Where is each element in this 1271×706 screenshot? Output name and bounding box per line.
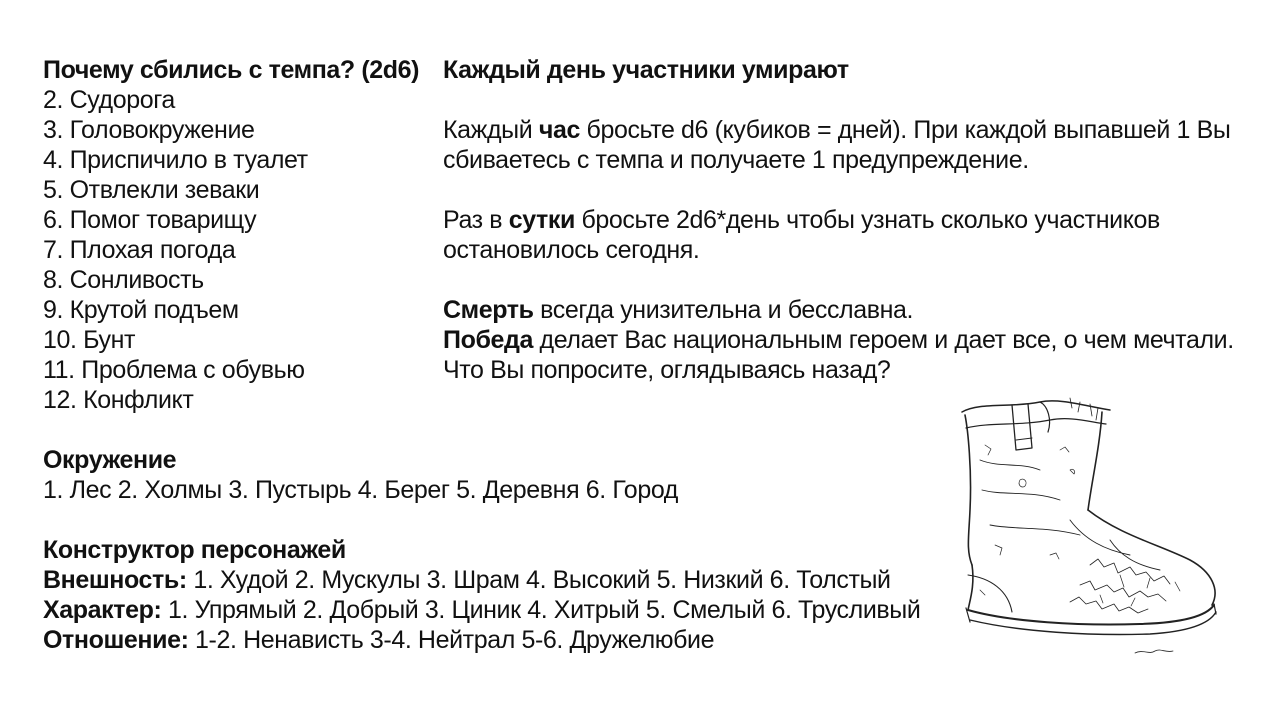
relation-options: 1-2. Ненависть 3-4. Нейтрал 5-6. Дружелюбие: [188, 626, 715, 654]
hourly-rule-text: бросьте d6 (кубиков = дней). При каждой выпавшей 1 Вы: [579, 116, 1231, 144]
tempo-item: 11. Проблема с обувью: [43, 356, 305, 384]
daily-rule: [443, 205, 1243, 235]
tempo-item: 4. Приспичило в туалет: [43, 146, 308, 174]
constructor-title: Конструктор персонажей: [43, 536, 346, 564]
environment-title: Окружение: [43, 446, 177, 474]
tempo-item: 10. Бунт: [43, 326, 136, 354]
death-rule: [443, 295, 1243, 325]
environment-list: 1. Лес 2. Холмы 3. Пустырь 4. Берег 5. Деревня 6. Город: [43, 476, 678, 504]
tempo-title: Почему сбились с темпа? (2d6): [43, 56, 420, 84]
tempo-item: 6. Помог товарищу: [43, 206, 257, 234]
appearance-label: Внешность:: [43, 566, 187, 594]
daily-rule-cont: остановилось сегодня.: [443, 236, 700, 264]
lower-section: [43, 445, 943, 655]
character-row: [43, 595, 943, 625]
victory-label: Победа: [443, 326, 533, 354]
character-options: 1. Упрямый 2. Добрый 3. Циник 4. Хитрый 5. Смелый 6. Трусливый: [161, 596, 921, 624]
tempo-item: 5. Отвлекли зеваки: [43, 176, 260, 204]
hourly-rule-keyword: час: [538, 116, 580, 144]
worn-boot-icon: [920, 350, 1255, 685]
question-text: Что Вы попросите, оглядываясь назад?: [443, 356, 891, 384]
appearance-row: [43, 565, 943, 595]
death-label: Смерть: [443, 296, 534, 324]
tempo-item: 7. Плохая погода: [43, 236, 236, 264]
rules-section: [443, 55, 1243, 385]
tempo-item: 3. Головокружение: [43, 116, 255, 144]
relation-label: Отношение:: [43, 626, 189, 654]
tempo-item: 9. Крутой подъем: [43, 296, 239, 324]
daily-rule-text: Раз в: [443, 206, 509, 234]
tempo-item: 12. Конфликт: [43, 386, 194, 414]
appearance-options: 1. Худой 2. Мускулы 3. Шрам 4. Высокий 5. Низкий 6. Толстый: [186, 566, 891, 594]
hourly-rule-cont: сбиваетесь с темпа и получаете 1 предупреждение.: [443, 146, 1029, 174]
rules-title: Каждый день участники умирают: [443, 56, 849, 84]
relation-row: [43, 625, 943, 655]
tempo-item: 8. Сонливость: [43, 266, 204, 294]
tempo-item: 2. Судорога: [43, 86, 175, 114]
death-text: всегда унизительна и бесславна.: [533, 296, 914, 324]
tempo-section: [43, 55, 443, 415]
character-label: Характер:: [43, 596, 162, 624]
daily-rule-text: бросьте 2d6*день чтобы узнать сколько участников: [574, 206, 1160, 234]
hourly-rule: [443, 115, 1243, 145]
daily-rule-keyword: сутки: [508, 206, 575, 234]
victory-text: делает Вас национальным героем и дает все, о чем мечтали.: [532, 326, 1234, 354]
hourly-rule-text: Каждый: [443, 116, 539, 144]
